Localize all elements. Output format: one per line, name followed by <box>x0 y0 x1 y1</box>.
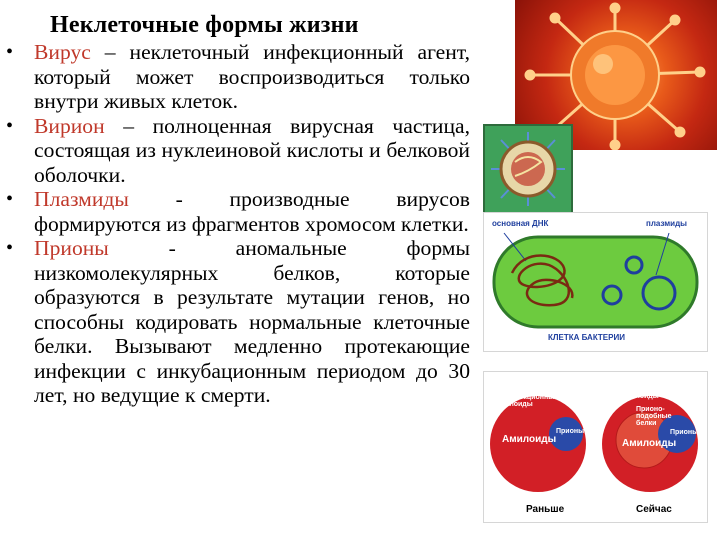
right-prion-label: Прионы <box>670 429 699 436</box>
prion-diagram <box>483 371 708 523</box>
term-virion: Вирион <box>34 113 105 138</box>
term-prions: Прионы <box>34 236 109 260</box>
left-inner-label: Амилоиды <box>502 434 557 445</box>
definition-plasmids: - производные вирусов формируются из фрагментов хромосом клетки. <box>34 187 470 236</box>
virion-illustration <box>485 126 571 212</box>
virion-image <box>483 124 573 214</box>
bullet-virus <box>0 40 470 114</box>
right-middle-label: Прионо-подобные белки <box>636 406 672 427</box>
bullet-list <box>0 40 470 408</box>
definition-prions: - аномальные формы низкомолекулярных белков, которые образуются в результате мутации генов, но способны кодировать нормальные клеточные белки. Вызывают медленно протекающие инфекции с инкубационным периодом до 30 лет, но ведущие к смерти. <box>34 236 470 407</box>
bacteria-cell-label: КЛЕТКА БАКТЕРИИ <box>548 333 625 342</box>
term-plasmids: Плазмиды <box>34 187 129 211</box>
left-prion-label: Прионы <box>556 428 585 435</box>
definition-virion: – полноценная вирусная частица, состоящая из нуклеиновой кислоты и белковой оболочки. <box>34 113 470 187</box>
bullet-virion <box>0 114 470 188</box>
left-caption: Раньше <box>526 504 565 515</box>
dna-label: основная ДНК <box>492 219 549 228</box>
slide-title: Неклеточные формы жизни <box>50 12 359 38</box>
right-outer-label: Неинфекционные амилоиды <box>622 386 685 400</box>
bullet-plasmids <box>0 187 470 236</box>
bacteria-cell-illustration <box>484 213 707 351</box>
right-inner-label: Амилоиды <box>622 438 677 449</box>
left-outer-label: Неинфекционные амилоиды <box>496 394 559 408</box>
bullet-prions <box>0 236 470 408</box>
term-virus: Вирус <box>34 40 91 64</box>
right-caption: Сейчас <box>636 504 672 515</box>
definition-virus: – неклеточный инфекционный агент, который может воспроизводиться только внутри живых клеток. <box>34 40 470 113</box>
plasmids-label: плазмиды <box>646 219 687 228</box>
bacteria-diagram <box>483 212 708 352</box>
